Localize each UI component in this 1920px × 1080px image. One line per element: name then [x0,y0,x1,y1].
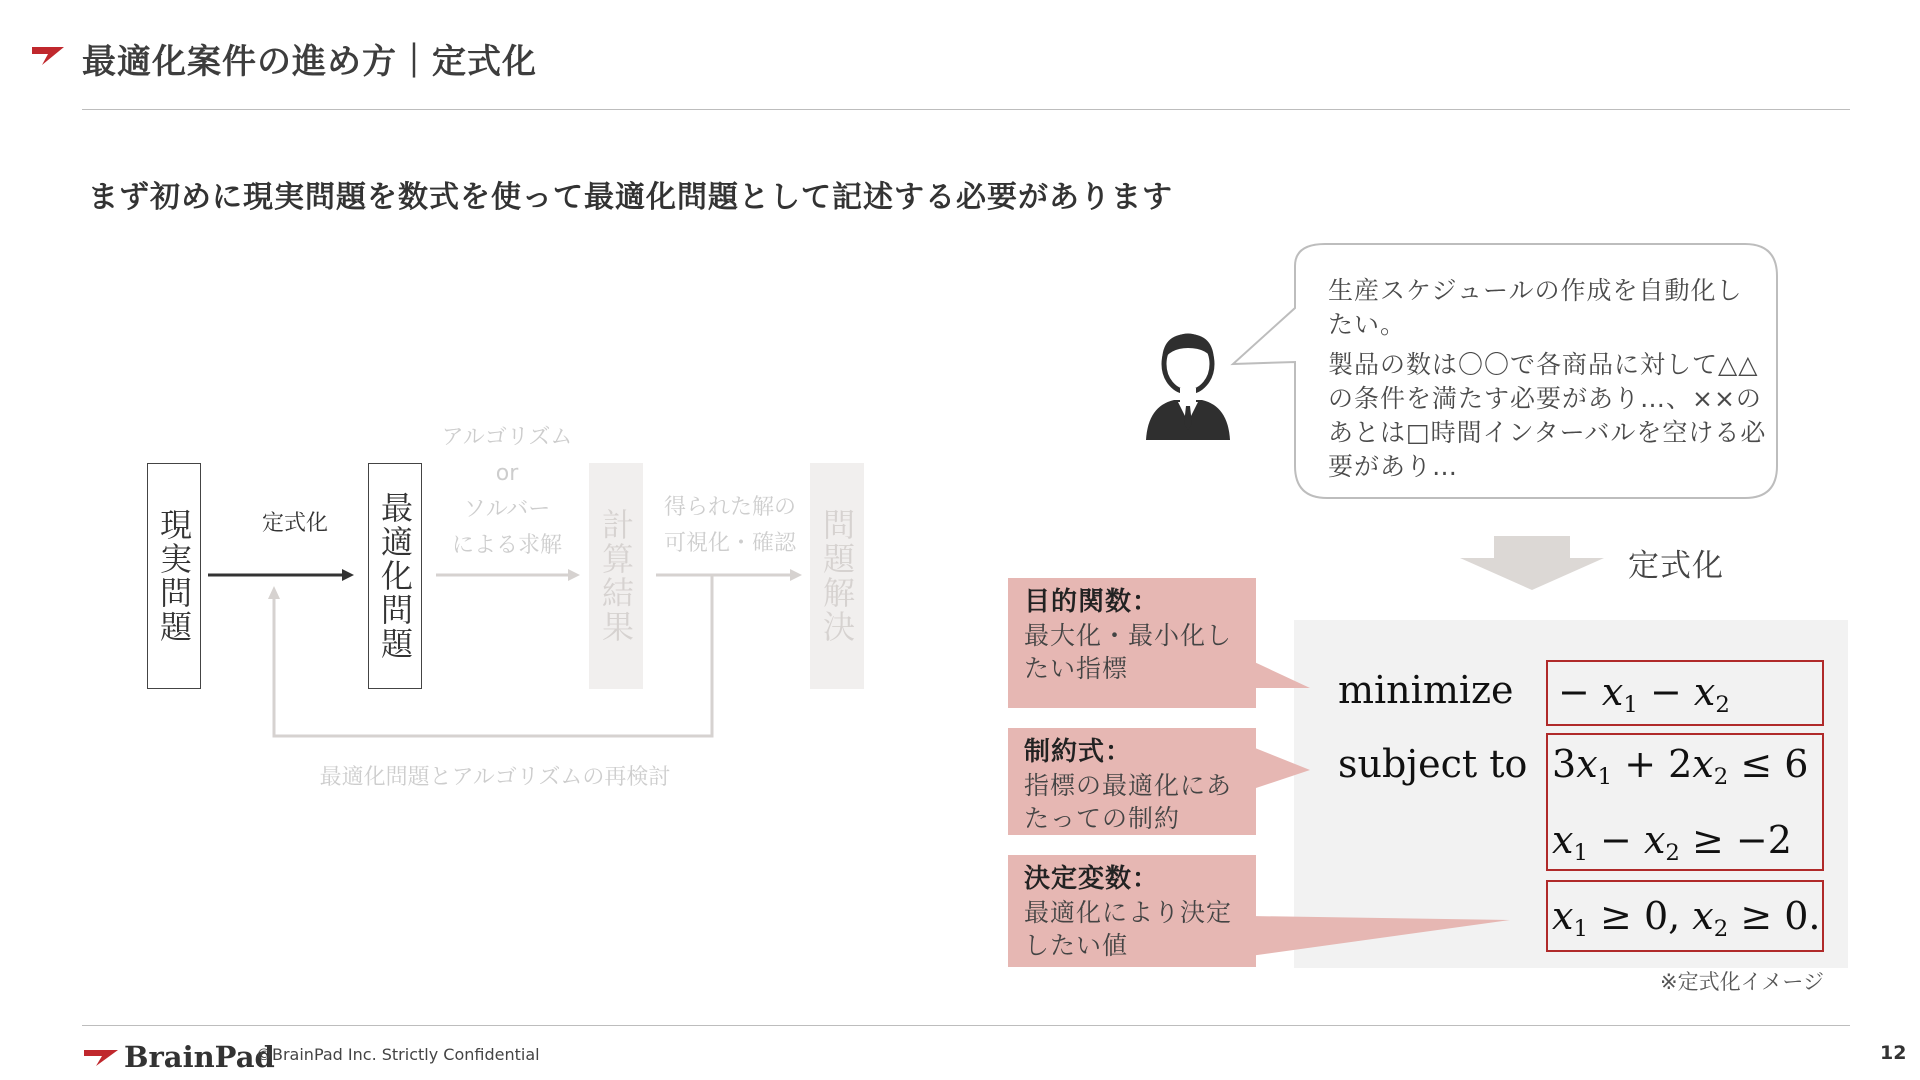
decision-variable-callout: 決定変数： 最適化により決定したい値 [1008,855,1256,967]
problem-solved-box: 問題解決 [810,463,864,689]
person-icon [1140,322,1236,442]
formulation-label: 定式化 [261,511,328,536]
page-subtitle: まず初めに現実問題を数式を使って最適化問題として記述する必要があります [88,180,1173,215]
variable-expression: $x_1 \ge 0$, $x_2 \ge 0$. [1552,894,1821,942]
page-number: 12 [1880,1042,1907,1064]
constraint-expression-2: $x_1 - x_2 \ge -2$ [1552,818,1792,866]
formulation-arrow-label: 定式化 [1628,548,1724,584]
constraint-callout: 制約式： 指標の最適化にあたっての制約 [1008,728,1256,835]
constraint-expression-1: $3x_1 + 2x_2 \le 6$ [1552,742,1809,790]
real-problem-box: 現実問題 [147,463,201,689]
review-label: 最適化問題とアルゴリズムの再検討 [319,765,671,790]
speech-bubble-text: 生産スケジュールの作成を自動化したい。 製品の数は〇〇で各商品に対して△△の条件を満たす必要があり…、××のあとは□時間インターバルを空ける必要があり… [1328,276,1767,481]
flow-arrows [0,0,1000,800]
calc-result-box: 計算結果 [589,463,643,689]
algorithm-solver-label: アルゴリズム or ソルバー による求解 [441,425,573,558]
footer-divider [82,1025,1850,1026]
minimize-keyword: minimize [1338,668,1514,712]
page-title: 最適化案件の進め方｜定式化 [82,42,537,82]
visualize-check-label: 得られた解の 可視化・確認 [663,495,796,556]
footer-copyright: ©BrainPad Inc. Strictly Confidential [256,1045,540,1064]
footer-logo-icon [82,1046,122,1068]
down-arrow-icon [1460,536,1610,590]
footer-logo: BrainPad [124,1040,275,1074]
objective-expression: − $x_1 - x_2$ [1558,670,1730,718]
subject-to-keyword: subject to [1338,742,1528,786]
objective-function-callout: 目的関数： 最大化・最小化したい指標 [1008,578,1256,708]
optimization-problem-box: 最適化問題 [368,463,422,689]
formulation-note: ※定式化イメージ [1660,970,1824,994]
